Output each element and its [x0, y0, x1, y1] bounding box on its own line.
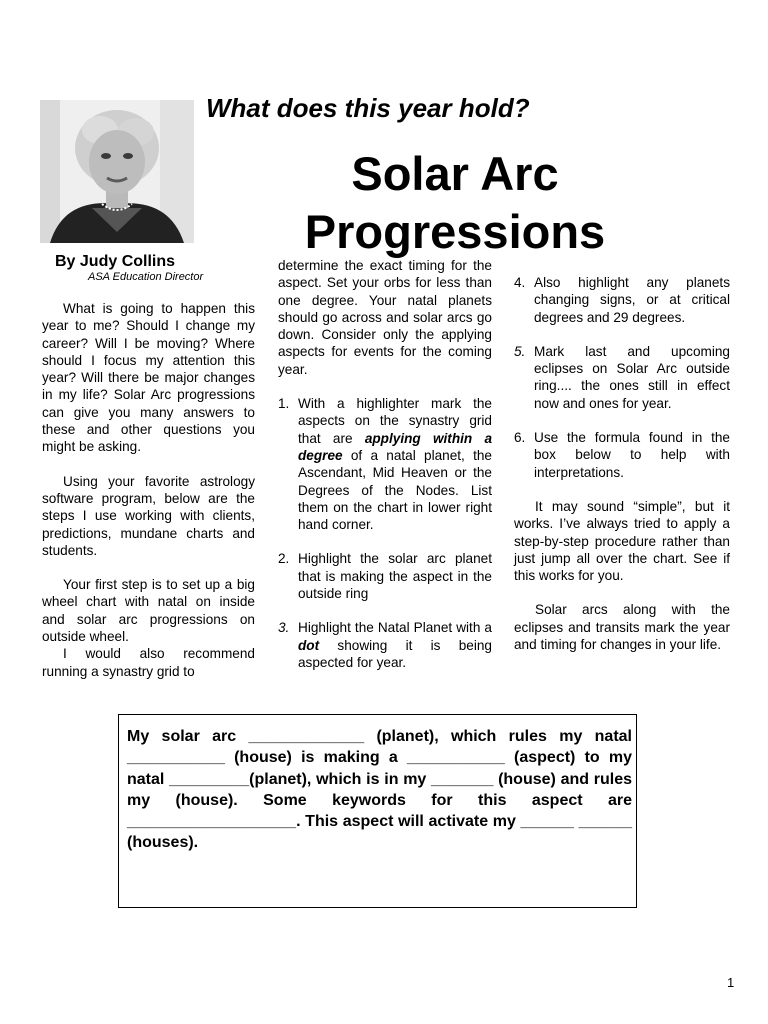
emphasis-text: applying within a degree	[298, 430, 493, 463]
step-number: 3.	[278, 620, 290, 636]
column-3	[514, 274, 730, 670]
software-paragraph: Using your favorite astrology software program, below are the steps I use working with clients, predictions, mundane charts and students.	[42, 473, 255, 558]
step-4	[514, 274, 730, 326]
step-5	[514, 343, 730, 412]
continuation-paragraph: determine the exact timing for the aspect. Set your orbs for less than one degree. Your natal planets should go across and solar arcs go down. Consider only the applying aspects for events for the coming year.	[278, 258, 492, 377]
author-role: ASA Education Director	[88, 271, 204, 283]
step-2	[278, 550, 492, 602]
synastry-paragraph: I would also recommend running a synastry grid to	[42, 646, 255, 679]
step-text: of a natal planet, the Ascendant, Mid Heaven or the Degrees of the Nodes. List them on the chart in lower right hand corner.	[298, 447, 492, 533]
step-1	[278, 395, 492, 533]
step-text: Mark last and upcoming eclipses on Solar Arc outside ring.... the ones still in effect now and ones for year.	[534, 343, 730, 411]
column-1	[42, 300, 255, 680]
intro-paragraph: What is going to happen this year to me? Should I change my career? Will I be moving? Where should I focus my attention this year? Will there be major changes in my life? Solar Arc progressions can give you many answers to these and other questions you might be asking.	[42, 301, 255, 455]
step-3	[278, 619, 492, 671]
step-6	[514, 429, 730, 481]
column-2	[278, 257, 492, 688]
emphasis-text: dot	[298, 637, 320, 653]
step-number: 2.	[278, 551, 290, 567]
step-number: 1.	[278, 396, 290, 412]
page-number: 1	[727, 975, 735, 990]
step-number: 4.	[514, 275, 526, 290]
author-byline: By Judy Collins	[55, 253, 176, 270]
formula-text: My solar arc _____________ (planet), which rules my natal ___________ (house) is making a ___________ (aspect) to my natal _________(planet), which is in my _______ (house) and rules my (house). Some keywords for this aspect are ___________________. This aspect will activate my ______ ______ (houses).	[127, 728, 632, 852]
step-text: showing it is being aspected for year.	[298, 637, 492, 670]
article-title: Solar Arc Progressions	[304, 147, 606, 258]
step-text: Highlight the solar arc planet that is making the aspect in the outside ring	[298, 551, 492, 602]
first-step-paragraph: Your first step is to set up a big wheel chart with natal on inside and solar arc progressions on outside wheel.	[42, 577, 255, 645]
author-photo	[40, 100, 194, 243]
step-text: Use the formula found in the box below to help with interpretations.	[534, 430, 730, 480]
article-subtitle: What does this year hold?	[206, 93, 530, 123]
step-text: Highlight the Natal Planet with a	[298, 620, 492, 636]
step-number: 5.	[514, 343, 526, 359]
author-photo-image	[40, 100, 194, 243]
closing-paragraph: Solar arcs along with the eclipses and transits mark the year and timing for changes in your life.	[514, 602, 730, 653]
step-text: Also highlight any planets changing signs, or at critical degrees and 29 degrees.	[534, 275, 730, 325]
step-text: With a highlighter mark the aspects on the synastry grid that are	[298, 396, 492, 446]
simple-paragraph: It may sound “simple”, but it works. I’ve always tried to apply a step-by-step procedure rather than just jump all over the chart. See if this works for you.	[514, 498, 730, 584]
step-number: 6.	[514, 430, 526, 446]
